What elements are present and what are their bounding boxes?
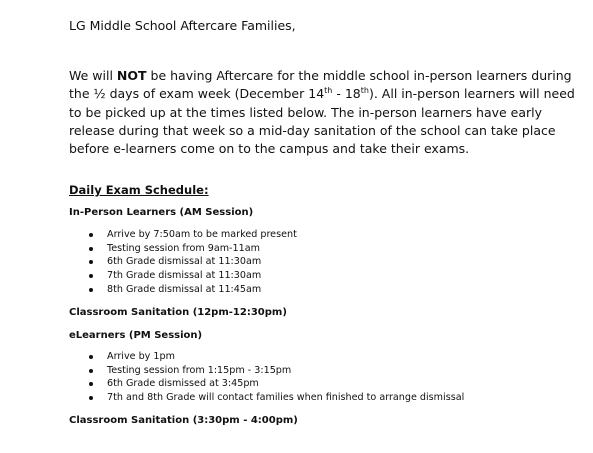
list-item-text: Testing session from 1:15pm - 3:15pm bbox=[107, 364, 292, 376]
intro-text-pre: We will bbox=[69, 68, 117, 83]
bullet-icon bbox=[89, 233, 93, 237]
intro-emphasis: NOT bbox=[116, 68, 147, 83]
intro-text-mid1: be having Aftercare for the middle school in-person learners during the ½ days of exam week (December 14 bbox=[69, 68, 572, 102]
list-item-text: 6th Grade dismissed at 3:45pm bbox=[107, 378, 259, 390]
list-item-text: Arrive by 7:50am to be marked present bbox=[107, 229, 297, 240]
bullet-icon bbox=[89, 288, 93, 292]
list-item bbox=[69, 350, 464, 364]
list-item bbox=[69, 283, 297, 297]
list-item-text: 6th Grade dismissal at 11:30am bbox=[107, 256, 262, 268]
list-item-text: 7th and 8th Grade will contact families when finished to arrange dismissal bbox=[107, 392, 465, 404]
list-item-text: 8th Grade dismissal at 11:45am bbox=[107, 283, 262, 295]
list-item bbox=[69, 242, 297, 256]
list-item bbox=[69, 228, 297, 242]
bullet-icon bbox=[89, 355, 93, 359]
pm-session-heading: eLearners (PM Session) bbox=[69, 330, 203, 341]
am-session-list bbox=[69, 228, 297, 297]
list-item-text: Arrive by 1pm bbox=[107, 351, 175, 362]
sanitation-heading-afternoon: Classroom Sanitation (3:30pm - 4:00pm) bbox=[69, 415, 298, 426]
list-item bbox=[69, 255, 297, 269]
bullet-icon bbox=[89, 369, 93, 373]
list-item bbox=[69, 364, 464, 378]
bullet-icon bbox=[89, 260, 93, 264]
list-item-text: 7th Grade dismissal at 11:30am bbox=[107, 270, 262, 282]
bullet-icon bbox=[89, 396, 93, 400]
intro-paragraph bbox=[69, 67, 581, 158]
pm-session-list bbox=[69, 350, 464, 405]
sanitation-heading-midday: Classroom Sanitation (12pm-12:30pm) bbox=[69, 307, 287, 318]
bullet-icon bbox=[89, 247, 93, 251]
am-session-heading: In-Person Learners (AM Session) bbox=[69, 207, 254, 218]
bullet-icon bbox=[89, 382, 93, 386]
intro-superscript-2: th bbox=[360, 86, 369, 96]
list-item bbox=[69, 391, 464, 405]
intro-text-post: ). All in-person learners will need to be picked up at the times listed below. The in-person learners have early release during that week so a mid-day sanitation of the school can take place before e-learners come on to the campus and take their exams. bbox=[69, 86, 575, 157]
list-item bbox=[69, 377, 464, 391]
schedule-title: Daily Exam Schedule: bbox=[69, 183, 209, 197]
intro-superscript-1: th bbox=[324, 86, 333, 96]
letter-greeting: LG Middle School Aftercare Families, bbox=[69, 18, 296, 33]
intro-text-mid2: - 18 bbox=[332, 86, 361, 102]
list-item-text: Testing session from 9am-11am bbox=[107, 242, 260, 254]
bullet-icon bbox=[89, 274, 93, 278]
list-item bbox=[69, 269, 297, 283]
